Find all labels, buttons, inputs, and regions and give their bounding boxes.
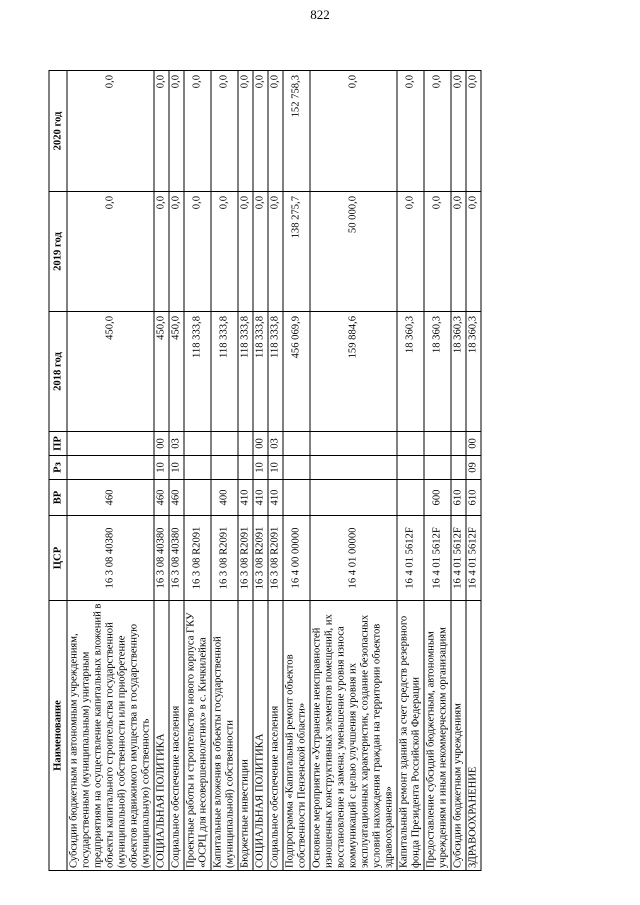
row-name: ЗДРАВООХРАНЕНИЕ bbox=[466, 601, 481, 871]
row-vr: 610 bbox=[451, 480, 466, 516]
row-2018: 118 333,8 bbox=[268, 312, 283, 432]
row-csr: 16 4 01 5612F bbox=[451, 516, 466, 601]
row-2020: 0,0 bbox=[184, 71, 211, 192]
row-vr: 460 bbox=[154, 480, 169, 516]
row-pr bbox=[451, 432, 466, 456]
table-header-row bbox=[49, 71, 67, 871]
row-csr: 16 3 08 R2091 bbox=[268, 516, 283, 601]
row-pr bbox=[184, 432, 211, 456]
row-2018: 118 333,8 bbox=[184, 312, 211, 432]
row-vr: 410 bbox=[253, 480, 268, 516]
row-2020: 0,0 bbox=[154, 71, 169, 192]
header-vr: ВР bbox=[49, 480, 67, 516]
row-2018: 118 333,8 bbox=[253, 312, 268, 432]
header-2019: 2019 год bbox=[49, 192, 67, 312]
table-row bbox=[238, 71, 253, 871]
row-2018: 450,0 bbox=[154, 312, 169, 432]
table-row bbox=[67, 71, 154, 871]
row-2019: 0,0 bbox=[184, 192, 211, 312]
header-name: Наименование bbox=[49, 601, 67, 871]
row-pr bbox=[238, 432, 253, 456]
row-rz bbox=[397, 456, 424, 480]
row-name: СОЦИАЛЬНАЯ ПОЛИТИКА bbox=[154, 601, 169, 871]
row-2018: 456 069,9 bbox=[283, 312, 310, 432]
row-pr bbox=[424, 432, 451, 456]
row-pr: 03 bbox=[268, 432, 283, 456]
row-2020: 0,0 bbox=[268, 71, 283, 192]
row-2019: 0,0 bbox=[466, 192, 481, 312]
table-row bbox=[154, 71, 169, 871]
header-pr: ПР bbox=[49, 432, 67, 456]
row-name: Капитальный ремонт зданий за счет средств резервного фонда Президента Российской Федерации bbox=[397, 601, 424, 871]
row-rz bbox=[424, 456, 451, 480]
table-row bbox=[211, 71, 238, 871]
row-2018: 118 333,8 bbox=[238, 312, 253, 432]
row-csr: 16 4 01 5612F bbox=[424, 516, 451, 601]
row-vr: 600 bbox=[424, 480, 451, 516]
row-2018: 18 360,3 bbox=[397, 312, 424, 432]
row-2019: 50 000,0 bbox=[310, 192, 397, 312]
row-pr: 00 bbox=[253, 432, 268, 456]
row-csr: 16 4 01 00000 bbox=[310, 516, 397, 601]
row-2018: 118 333,8 bbox=[211, 312, 238, 432]
row-name: Бюджетные инвестиции bbox=[238, 601, 253, 871]
row-rz bbox=[211, 456, 238, 480]
row-name: Проектные работы и строительство нового корпуса ГКУ «ОСРЦ для несовершеннолетних» в с. Кичкилейка bbox=[184, 601, 211, 871]
row-vr bbox=[397, 480, 424, 516]
row-csr: 16 3 08 R2091 bbox=[184, 516, 211, 601]
row-name: Социальное обеспечение населения bbox=[268, 601, 283, 871]
row-name: Подпрограмма «Капитальный ремонт объектов собственности Пензенской области» bbox=[283, 601, 310, 871]
row-csr: 16 4 00 00000 bbox=[283, 516, 310, 601]
row-csr: 16 4 01 5612F bbox=[466, 516, 481, 601]
row-rz bbox=[310, 456, 397, 480]
row-pr bbox=[67, 432, 154, 456]
row-csr: 16 3 08 R2091 bbox=[253, 516, 268, 601]
table-row bbox=[466, 71, 481, 871]
row-2018: 18 360,3 bbox=[424, 312, 451, 432]
row-rz bbox=[238, 456, 253, 480]
row-name: Субсидии бюджетным и автономным учреждениям, государственным (муниципальным) унитарным предприятиям на осуществление капитальных вложений в объекты капитального строительства государственной (муниципальной) собственности или приобретение объектов недвижимого имущества в государственную (муниципальную) собственность bbox=[67, 601, 154, 871]
row-2020: 0,0 bbox=[424, 71, 451, 192]
row-vr: 460 bbox=[169, 480, 184, 516]
row-rz: 10 bbox=[268, 456, 283, 480]
row-2020: 152 758,3 bbox=[283, 71, 310, 192]
row-2020: 0,0 bbox=[253, 71, 268, 192]
row-csr: 16 3 08 40380 bbox=[154, 516, 169, 601]
table-row bbox=[169, 71, 184, 871]
row-vr: 460 bbox=[67, 480, 154, 516]
row-pr bbox=[283, 432, 310, 456]
row-rz bbox=[283, 456, 310, 480]
row-rz: 10 bbox=[253, 456, 268, 480]
table-row bbox=[268, 71, 283, 871]
row-2018: 450,0 bbox=[169, 312, 184, 432]
header-rz: Рз bbox=[49, 456, 67, 480]
table-row bbox=[451, 71, 466, 871]
row-pr bbox=[310, 432, 397, 456]
row-2019: 0,0 bbox=[238, 192, 253, 312]
row-2020: 0,0 bbox=[238, 71, 253, 192]
header-csr: ЦСР bbox=[49, 516, 67, 601]
row-pr bbox=[211, 432, 238, 456]
budget-table bbox=[49, 70, 482, 871]
row-pr: 00 bbox=[466, 432, 481, 456]
row-csr: 16 3 08 R2091 bbox=[211, 516, 238, 601]
row-2019: 138 275,7 bbox=[283, 192, 310, 312]
row-name: Социальное обеспечение населения bbox=[169, 601, 184, 871]
row-2020: 0,0 bbox=[451, 71, 466, 192]
table-row bbox=[283, 71, 310, 871]
row-2020: 0,0 bbox=[397, 71, 424, 192]
row-csr: 16 4 01 5612F bbox=[397, 516, 424, 601]
header-2018: 2018 год bbox=[49, 312, 67, 432]
row-2020: 0,0 bbox=[67, 71, 154, 192]
row-rz bbox=[184, 456, 211, 480]
page-number: 822 bbox=[310, 7, 330, 22]
row-2018: 450,0 bbox=[67, 312, 154, 432]
row-pr: 03 bbox=[169, 432, 184, 456]
row-vr: 410 bbox=[238, 480, 253, 516]
table-row bbox=[253, 71, 268, 871]
row-2019: 0,0 bbox=[67, 192, 154, 312]
row-csr: 16 3 08 40380 bbox=[169, 516, 184, 601]
row-name: Основное мероприятие «Устранение неисправностей изношенных конструктивных элементов помещений, их восстановление и замена; уменьшение уровня износа коммуникаций с целью улучшения уровня их эксплуатационных характеристик, создание безопасных условий нахождения граждан на территории объектов здравоохранения» bbox=[310, 601, 397, 871]
row-2019: 0,0 bbox=[154, 192, 169, 312]
table-row bbox=[397, 71, 424, 871]
row-2019: 0,0 bbox=[253, 192, 268, 312]
row-vr bbox=[310, 480, 397, 516]
row-pr: 00 bbox=[154, 432, 169, 456]
row-rz: 09 bbox=[466, 456, 481, 480]
row-2018: 18 360,3 bbox=[451, 312, 466, 432]
row-vr: 610 bbox=[466, 480, 481, 516]
row-pr bbox=[397, 432, 424, 456]
row-rz bbox=[67, 456, 154, 480]
row-vr bbox=[283, 480, 310, 516]
row-rz: 10 bbox=[169, 456, 184, 480]
row-vr: 410 bbox=[268, 480, 283, 516]
table-row bbox=[424, 71, 451, 871]
row-rz bbox=[451, 456, 466, 480]
row-name: Капитальные вложения в объекты государственной (муниципальной) собственности bbox=[211, 601, 238, 871]
table-row bbox=[184, 71, 211, 871]
row-rz: 10 bbox=[154, 456, 169, 480]
row-vr: 400 bbox=[211, 480, 238, 516]
row-name: Предоставление субсидий бюджетным, автономным учреждениям и иным некоммерческим организациям bbox=[424, 601, 451, 871]
header-2020: 2020 год bbox=[49, 71, 67, 192]
row-2020: 0,0 bbox=[310, 71, 397, 192]
row-name: СОЦИАЛЬНАЯ ПОЛИТИКА bbox=[253, 601, 268, 871]
row-2020: 0,0 bbox=[211, 71, 238, 192]
row-2020: 0,0 bbox=[169, 71, 184, 192]
row-vr bbox=[184, 480, 211, 516]
row-csr: 16 3 08 R2091 bbox=[238, 516, 253, 601]
row-2019: 0,0 bbox=[169, 192, 184, 312]
row-name: Субсидии бюджетным учреждениям bbox=[451, 601, 466, 871]
row-2018: 18 360,3 bbox=[466, 312, 481, 432]
row-2019: 0,0 bbox=[268, 192, 283, 312]
row-2019: 0,0 bbox=[424, 192, 451, 312]
row-2018: 159 884,6 bbox=[310, 312, 397, 432]
row-csr: 16 3 08 40380 bbox=[67, 516, 154, 601]
row-2019: 0,0 bbox=[451, 192, 466, 312]
row-2020: 0,0 bbox=[466, 71, 481, 192]
row-2019: 0,0 bbox=[211, 192, 238, 312]
table-row bbox=[310, 71, 397, 871]
rotated-table-container bbox=[49, 71, 592, 871]
row-2019: 0,0 bbox=[397, 192, 424, 312]
